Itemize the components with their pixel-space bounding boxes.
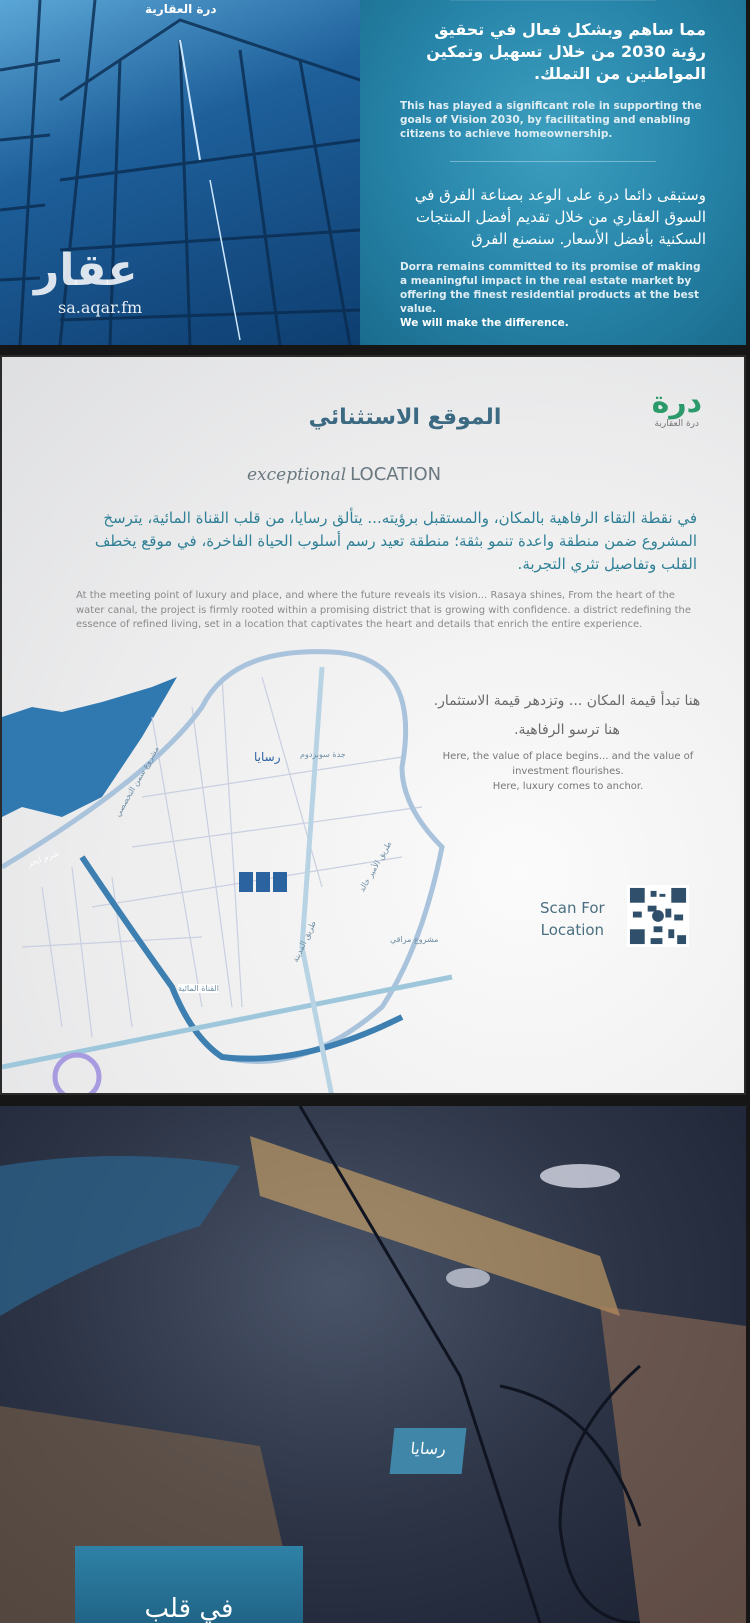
map-label: شرم أبحر (26, 848, 61, 869)
dorra-logo: درة درة العقارية (651, 385, 702, 429)
map-label: طريق المدينة (290, 919, 318, 964)
aqar-watermark: عقار (34, 245, 138, 296)
location-map (2, 647, 472, 1095)
quote-ar: هنا تبدأ قيمة المكان ... وتزدهر قيمة الاستثمار. هنا ترسو الرفاهية. (433, 693, 701, 738)
location-qr-code[interactable] (627, 885, 689, 947)
quote-en: Here, the value of place begins... and the value of investment flourishes. Here, luxury comes to anchor. (442, 751, 694, 792)
promise-en: Dorra remains committed to its promise of making a meaningful impact in the real estate market by offering the finest residential products at the best value. We will make the difference. (400, 261, 701, 329)
map-label: جدة سوبردوم (300, 750, 346, 759)
map-label: مشروع مراقي (390, 935, 439, 944)
vision-text-block (360, 0, 746, 345)
vision-en: This has played a significant role in supporting the goals of Vision 2030, by facilitating and enabling citizens to achieve homeownership. (400, 100, 702, 140)
title-en: exceptional LOCATION (247, 464, 442, 485)
vision-ar: مما ساهم وبشكل فعال في تحقيق رؤية 2030 من خلال تسهيل وتمكين المواطنين من التملك. (426, 20, 706, 83)
building-image (0, 0, 360, 345)
aqar-watermark-url: sa.aqar.fm (58, 298, 143, 317)
vision-panel (0, 0, 746, 345)
map-label: مشروع سمن التخصصي (113, 744, 161, 819)
map-label: طريق الأمير خالد (357, 839, 394, 894)
description-en: At the meeting point of luxury and place, and where the future reveals its vision... Rasaya shines, From the heart of the water canal, the project is firmly rooted within a promising district that is growing with confidence. a district redefining the essence of refined living, set in a location that captivates the heart and details that enrich the entire experience. (76, 590, 692, 630)
title-ar: الموقع الاستثنائي (308, 405, 502, 430)
promise-ar: وستبقى دائما درة على الوعد بصناعة الفرق في السوق العقاري من خلال تقديم أفضل المنتجات السكنية بأفضل الأسعار. سنصنع الفرق (414, 186, 706, 248)
aerial-view-panel (0, 1106, 746, 1623)
scan-for-location-label: Scan For Location (540, 899, 605, 939)
brand-name: درة العقارية (145, 2, 217, 16)
description-ar: في نقطة التقاء الرفاهية بالمكان، والمستقبل برؤيته... يتألق رسايا، من قلب القناة المائية، يترسخ المشروع ضمن منطقة واعدة تنمو بثقة؛ منطقة تعيد رسم أسلوب الحياة الفاخرة، في موقع يخطف القلب وتفاصيل تثري التجربة. (94, 509, 697, 573)
rasaya-logo-mark (239, 872, 287, 892)
map-project-label: رسايا (254, 750, 281, 764)
map-label: القناة المائية (178, 984, 219, 993)
location-panel (0, 355, 746, 1095)
heading-in-heart: في قلب (75, 1546, 303, 1623)
rasaya-badge: رسايا (390, 1428, 467, 1474)
